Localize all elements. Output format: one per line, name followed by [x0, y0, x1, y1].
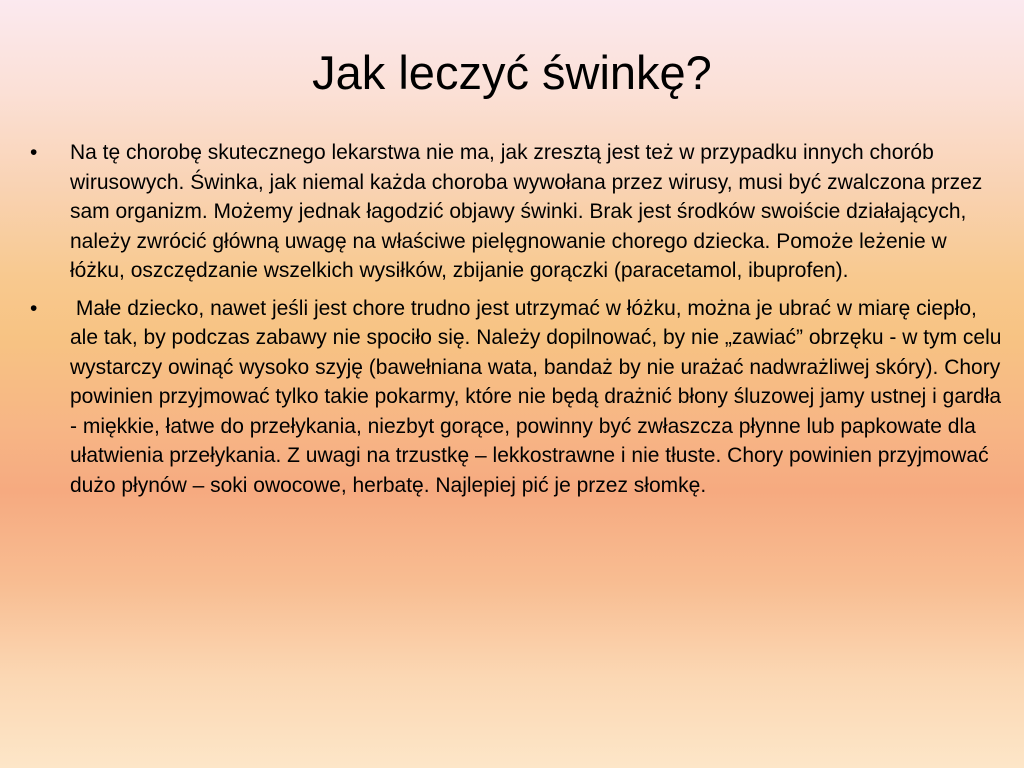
bullet-item: [28, 294, 1008, 501]
bullet-text: Na tę chorobę skutecznego lekarstwa nie ma, jak zresztą jest też w przypadku innych chorób wirusowych. Świnka, jak niemal każda choroba wywołana przez wirusy, musi być zwalczona przez sam organizm. Możemy jednak łagodzić objawy świnki. Brak jest środków swoiście działających, należy zwrócić główną uwagę na właściwe pielęgnowanie chorego dziecka. Pomoże leżenie w łóżku, oszczędzanie wszelkich wysiłków, zbijanie gorączki (paracetamol, ibuprofen).: [70, 141, 983, 282]
bullet-list: [28, 138, 1008, 508]
bullet-marker: •: [30, 141, 38, 164]
bullet-marker: •: [30, 296, 38, 320]
bullet-text: Małe dziecko, nawet jeśli jest chore trudno jest utrzymać w łóżku, można je ubrać w miarę ciepło, ale tak, by podczas zabawy nie spociło się. Należy dopilnować, by nie „zawiać” obrzęku - w tym celu wystarczy owinąć wysoko szyję (bawełniana wata, bandaż by nie urażać nadwrażliwej skóry). Chory powinien przyjmować tylko takie pokarmy, które nie będą drażnić błony śluzowej jamy ustnej i gardła - miękkie, łatwe do przełykania, niezbyt gorące, powinny być zwłaszcza płynne lub papkowate dla ułatwienia przełykania. Z uwagi na trzustkę – lekkostrawne i nie tłuste. Chory powinien przyjmować dużo płynów – soki owocowe, herbatę. Najlepiej pić je przez słomkę.: [70, 296, 1008, 497]
bullet-item: [28, 138, 1003, 286]
slide-title: Jak leczyć świnkę?: [312, 46, 712, 99]
